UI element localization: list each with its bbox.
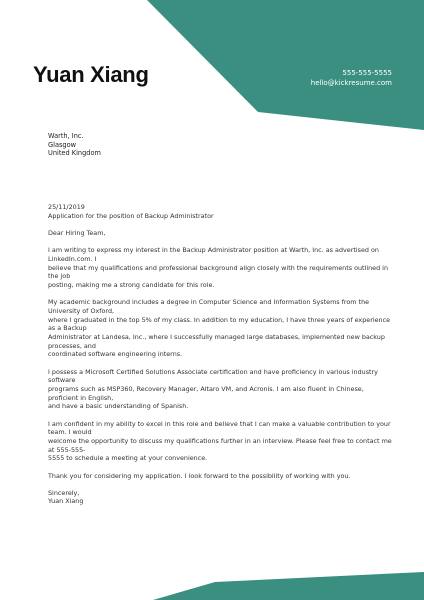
paragraph-skills: I possess a Microsoft Certified Solutions Associate certification and have proficiency in various industry software programs such as MSP360, Recovery Manager, Altaro VM, and Acronis. I am also fluent in Chinese, proficient in English, and have a basic understanding of Spanish. bbox=[48, 367, 378, 411]
paragraph-thanks: Thank you for considering my application. I look forward to the possibility of working with you. bbox=[48, 471, 351, 480]
recipient-country: United Kingdom bbox=[48, 149, 101, 157]
letter-body bbox=[48, 203, 394, 506]
header-accent-shape bbox=[147, 0, 424, 130]
recipient-address bbox=[48, 132, 101, 158]
email-address: hello@kickresume.com bbox=[310, 78, 392, 87]
recipient-company: Warth, Inc. bbox=[48, 132, 84, 140]
recipient-city: Glasgow bbox=[48, 140, 77, 149]
letter-subject: Application for the position of Backup Administrator bbox=[48, 211, 214, 220]
paragraph-confidence: I am confident in my ability to excel in this role and believe that I can make a valuable contribution to your team. I would welcome the opportunity to discuss my qualifications further in an interview. Please feel free to contact me at 555-555- 5555 to schedule a meeting at your convenience. bbox=[48, 419, 392, 463]
letter-signature: Yuan Xiang bbox=[48, 497, 84, 506]
letter-closing: Sincerely, bbox=[48, 488, 80, 497]
letter-greeting: Dear Hiring Team, bbox=[48, 228, 106, 237]
phone-number: 555-555-5555 bbox=[342, 69, 392, 77]
paragraph-background: My academic background includes a degree in Computer Science and Information Systems from the University of Oxford, where I graduated in the top 5% of my class. In addition to my education, I have three years of experience as a Backup Administrator at Landesa, Inc., where I successfully managed large databases, implemented new backup processes, and coordinated software engineering interns. bbox=[48, 298, 391, 359]
letter-date: 25/11/2019 bbox=[48, 203, 85, 211]
footer-accent-shape bbox=[153, 572, 424, 600]
contact-info bbox=[280, 69, 392, 88]
applicant-name: Yuan Xiang bbox=[33, 62, 149, 87]
paragraph-interest: I am writing to express my interest in the Backup Administrator position at Warth, Inc. as advertised on LinkedIn.com. I believe that my qualifications and professional background align closely with the requirements outlined in the job posting, making me a strong candidate for this role. bbox=[48, 246, 389, 289]
